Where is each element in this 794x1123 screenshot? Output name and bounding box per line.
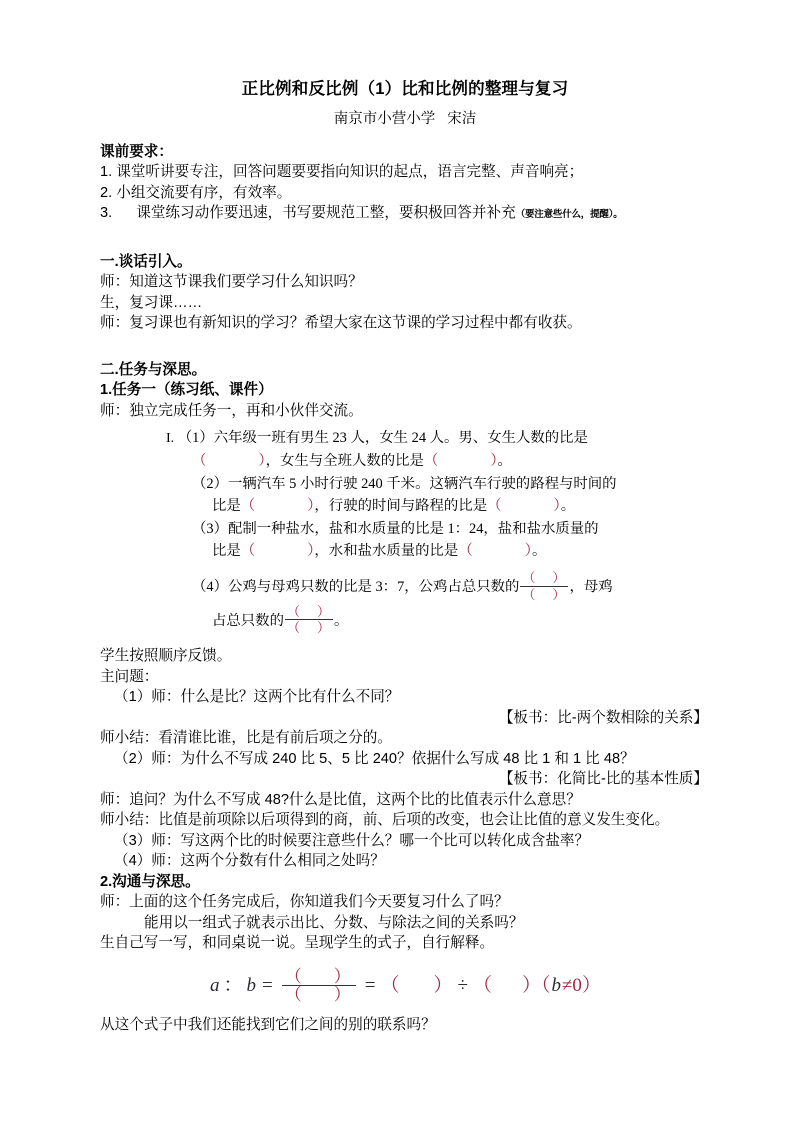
subsection-line-3: 生自己写一写，和同桌说一说。呈现学生的式子，自行解释。 [100,935,495,952]
exercise-item-4-label: （4） [192,579,228,596]
section-one-heading: 一.谈话引入。 [100,253,192,270]
subsection-heading: 2.沟通与深思。 [100,873,200,890]
answer-blank[interactable] [241,498,315,514]
paren-close: ） [521,974,541,996]
exercise-item-1-label: （1） [177,430,214,447]
question-1: （1）师：什么是比？这两个比有什么不同？ [114,689,400,706]
fraction-numerator [282,968,356,985]
pre-class-item-1-marker: 1. [100,164,113,181]
paren-close: ） [316,620,331,636]
exercise-item-4-text-post: 。 [334,612,349,629]
paren-close: ） [553,498,561,515]
exercise-item-4 [166,571,710,634]
exercise-item-2-line-1 [166,473,710,495]
question-2: （2）师：为什么不写成 240 比 5、5 比 240？依据什么写成 48 比 1 和 1 比 48？ [114,750,635,767]
exercise-item-4-text-pre: 占总只数的 [212,612,284,629]
pre-class-item-3-note: （要注意些什么，提醒）。 [515,209,623,221]
teacher-summary-2: 师小结：比值是前项除以后项得到的商，前、后项的改变，也会让比值的意义发生变化。 [100,812,670,829]
formula-condition-var: b [551,974,561,996]
task-one-intro: 师：独立完成任务一，再和小伙伴交流。 [100,402,363,419]
paren-open: （ [286,603,301,619]
exercise-list-marker: I. [166,431,175,447]
fraction-denominator [520,587,568,601]
paren-open: （ [240,543,256,560]
exercise-item-4-line-1 [166,571,710,601]
exercise-item-1 [166,427,710,472]
fraction-numerator [520,571,568,585]
paren-close: ） [490,453,498,470]
paren-close: ） [552,586,567,602]
paren-open: （ [284,966,304,986]
paren-open: （ [423,453,439,470]
board-note-2: 【板书：化简比-比的基本性质】 [498,771,708,788]
exercise-item-1-line-2 [166,450,710,472]
formula-equals-2: = [364,974,376,996]
pre-class-item-3-text: 课堂练习动作要迅速，书写要规范工整，要积极回答并补充 [136,205,516,222]
section-one-line-1: 师：知道这节课我们要学习什么知识吗？ [100,274,363,291]
pre-class-item-2-marker: 2. [100,184,113,201]
exercise-item-2-line-2 [166,495,710,517]
exercise-item-4-line-2 [166,605,710,635]
exercise-item-3-line-2 [166,540,710,562]
formula-var-a: a [210,974,220,996]
answer-blank[interactable] [424,453,498,469]
relation-formula [100,954,710,1015]
exercise-item-2-label: （2） [192,476,228,493]
fraction-numerator [285,605,333,619]
paren-open: （ [380,974,400,996]
paren-close: ） [316,603,331,619]
section-two-heading: 二.任务与深思。 [100,361,207,378]
exercise-item-4-text-2: ，母鸡 [569,579,613,596]
fraction-denominator [285,620,333,634]
question-4: （4）师：这两个分数有什么相同之处吗？ [114,853,385,870]
paren-open: （ [540,974,551,996]
formula-ratio-colon: ： [223,974,243,996]
formula-fraction[interactable] [282,968,356,1003]
pre-class-item-2 [100,183,710,204]
paren-close: ） [333,984,353,1004]
answer-blank[interactable] [487,498,561,514]
formula-condition-rel: ≠0 [562,974,582,996]
paren-close: ） [552,570,567,586]
formula-var-b: b [246,974,257,996]
exercise-item-3-text-3: 。 [531,543,547,560]
feedback-line-2: 主问题： [100,668,159,685]
paren-close: ） [524,543,532,560]
paren-open: （ [284,984,304,1004]
section-one-line-3: 师：复习课也有新知识的学习？希望大家在这节课的学习过程中都有收获。 [100,315,582,332]
closing-line: 从这个式子中我们还能找到它们之间的别的联系吗？ [100,1016,436,1033]
exercise-item-1-text-2: ，女生与全班人数的比是 [265,453,424,470]
exercise-item-1-line-1 [166,427,710,450]
exercise-item-3-text-pre: 比是 [212,543,241,560]
pre-class-item-3 [100,203,710,226]
exercise-item-1-text-3: 。 [497,453,512,470]
paren-open: （ [472,974,492,996]
formula-blank-dividend[interactable] [380,975,452,996]
exercise-item-3-text-2: ，水和盐水质量的比是 [314,543,459,560]
answer-blank[interactable] [241,543,315,559]
formula-divide-sign: ÷ [457,974,468,996]
answer-blank[interactable] [192,453,266,469]
paren-open: （ [240,498,256,515]
paren-open: （ [458,543,473,560]
paren-open: （ [522,586,537,602]
exercise-item-2-text-pre: 比是 [212,498,241,515]
board-note-1: 【板书：比-两个数相除的关系】 [498,709,708,726]
paren-close: ） [307,498,315,515]
subsection-line-1: 师：上面的这个任务完成后，你知道我们今天要复习什么了吗？ [100,894,509,911]
teacher-summary-1: 师小结：看清谁比谁，比是有前后项之分的。 [100,730,392,747]
exercise-item-4-text-1: 公鸡与母鸡只数的比是 3：7，公鸡占总只数的 [227,579,520,596]
exercise-item-3-label: （3） [192,521,228,538]
pre-class-item-2-text: 小组交流要有序，有效率。 [116,184,292,201]
paren-close: ） [581,974,601,996]
exercise-list [100,421,710,634]
exercise-item-3-text-1: 配制一种盐水，盐和水质量的比是 1：24，盐和盐水质量的 [227,521,599,538]
exercise-item-2-text-2: ，行驶的时间与路程的比是 [314,498,488,515]
author-byline: 南京市小营小学 宋洁 [333,111,477,128]
feedback-line-1: 学生按照顺序反馈。 [100,648,232,665]
subsection-line-2: 能用以一组式子就表示出比、分数、与除法之间的关系吗？ [144,914,524,931]
formula-condition [541,975,601,996]
fraction-denominator [282,986,356,1003]
task-one-heading-text: 1.任务一（练习纸、课件） [100,382,273,399]
question-3: （3）师：写这两个比的时候要注意些什么？哪一个比可以转化成含盐率？ [114,832,590,849]
formula-equals-1: = [262,974,273,996]
pre-class-item-1-text: 课堂听讲要专注，回答问题要要指向知识的起点，语言完整、声音响亮； [116,164,584,181]
paren-close: ） [258,453,266,470]
paren-close: ） [433,974,453,996]
teacher-followup: 师：追问？为什么不写成 48?什么是比值，这两个比的比值表示什么意思？ [100,791,581,808]
paren-open: （ [192,453,207,470]
answer-blank[interactable] [458,543,532,559]
section-one-line-2: 生，复习课…… [100,294,203,311]
task-one-heading [100,380,710,401]
paren-open: （ [487,498,502,515]
paren-close: ） [307,543,315,560]
paren-open: （ [286,620,301,636]
answer-fraction[interactable] [285,605,333,635]
exercise-item-3-line-1 [166,518,710,540]
page-title: 正比例和反比例（1）比和比例的整理与复习 [241,80,569,98]
exercise-item-2-text-1: 一辆汽车 5 小时行驶 240 千米。这辆汽车行驶的路程与时间的 [227,476,617,493]
exercise-item-3 [166,518,710,562]
pre-class-heading: 课前要求： [100,143,173,160]
answer-fraction[interactable] [520,571,568,601]
formula-blank-divisor[interactable] [473,975,541,996]
exercise-item-2 [166,473,710,517]
exercise-item-2-text-3: 。 [560,498,576,515]
pre-class-item-3-marker: 3. [100,205,113,222]
paren-close: ） [333,966,353,986]
pre-class-item-1 [100,162,710,183]
exercise-item-1-text-1: 六年级一班有男生 23 人，女生 24 人。男、女生人数的比是 [213,430,588,447]
paren-open: （ [522,570,537,586]
